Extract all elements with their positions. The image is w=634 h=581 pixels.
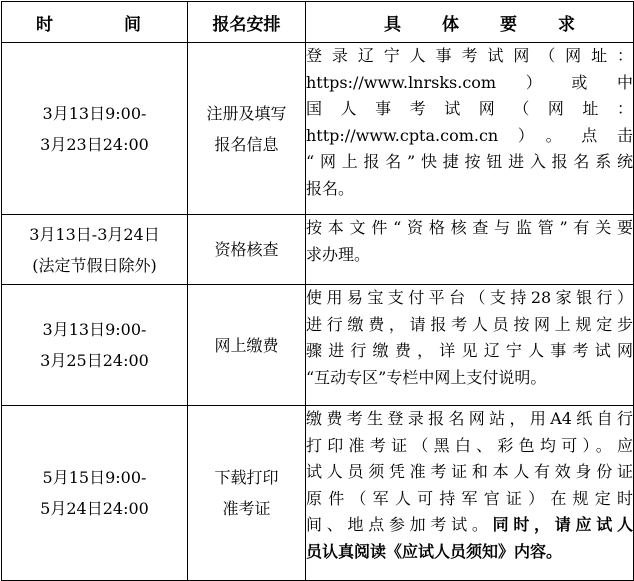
time-line: 3月13日9:00- [42,103,147,123]
time-cell [2,215,188,285]
requirement-line-url: https://www.lnrsks.com）或中 [306,72,633,92]
requirement-line: 登录辽宁人事考试网（网址： [306,46,633,65]
time-line: 3月13日9:00- [42,320,147,339]
header-req-char-4: 求 [558,14,575,35]
requirement-line: 原件（军人可持军官证）在规定时 [306,488,633,508]
header-req-char-1: 具 [384,14,401,35]
requirement-line: 进行缴费，请报考人员按网上规定步 [306,314,633,334]
header-req-char-3: 要 [500,14,517,35]
requirement-line: 按本文件“资格核查与监管”有关要 [306,218,633,237]
arrangement-cell [188,285,306,406]
requirement-line: 求办理。 [306,244,371,264]
header-time [2,2,188,43]
table-row-registration [2,43,634,215]
arrangement-line: 网上缴费 [214,335,279,355]
requirement-line-mixed [306,512,633,539]
requirement-line-url: http://www.cpta.com.cn）。点击 [306,125,633,145]
time-line: 5月15日9:00- [42,468,147,487]
table-row-admission-ticket [2,406,634,581]
arrangement-cell [188,215,306,285]
arrangement-line: 资格核查 [214,240,279,259]
arrangement-line: 下载打印 [214,468,279,487]
time-cell [2,43,188,215]
time-line: (法定节假日除外) [32,255,157,275]
header-time-char-1: 时 [36,14,53,35]
arrangement-line: 报名信息 [214,134,279,154]
header-requirements [306,2,634,43]
requirement-text: 间、地点参加考试。 [306,515,493,534]
time-cell [2,285,188,406]
header-arrangement: 报名安排 [188,2,306,43]
table-row-payment [2,285,634,406]
arrangement-cell [188,406,306,581]
requirement-bold-line: 员认真阅读《应试人员须知》内容。 [306,541,563,561]
requirement-cell [306,215,634,285]
time-line: 5月24日24:00 [40,499,149,518]
requirement-line: 国人事考试网（网址： [306,99,633,118]
requirement-bold-text: 同时，请应试人 [492,515,633,534]
table-row-qualification [2,215,634,285]
requirement-line: 报名。 [306,178,355,198]
arrangement-cell [188,43,306,215]
header-time-char-2: 间 [124,14,141,35]
requirement-cell [306,285,634,406]
requirement-line: 试人员须凭准考证和本人有效身份证 [306,462,633,481]
time-line: 3月13日-3月24日 [29,224,160,244]
time-cell [2,406,188,581]
time-line: 3月23日24:00 [40,134,149,154]
requirement-line: 打印准考证（黑白、彩色均可）。应 [306,435,633,455]
arrangement-line: 准考证 [222,499,271,518]
time-line: 3月25日24:00 [40,351,149,370]
requirement-line: 使用易宝支付平台（支持28家银行） [306,288,633,307]
requirement-cell [306,43,634,215]
table-header-row [2,2,634,43]
registration-schedule-table [1,1,634,581]
requirement-line: “互动专区”专栏中网上支付说明。 [306,367,547,387]
requirement-cell [306,406,634,581]
requirement-line: 骤进行缴费，详见辽宁人事考试网 [306,341,633,360]
header-req-char-2: 体 [442,14,459,35]
requirement-line: “网上报名”快捷按钮进入报名系统 [306,152,633,171]
requirement-line: 缴费考生登录报名网站，用A4纸自行 [306,409,633,428]
arrangement-line: 注册及填写 [206,103,287,123]
